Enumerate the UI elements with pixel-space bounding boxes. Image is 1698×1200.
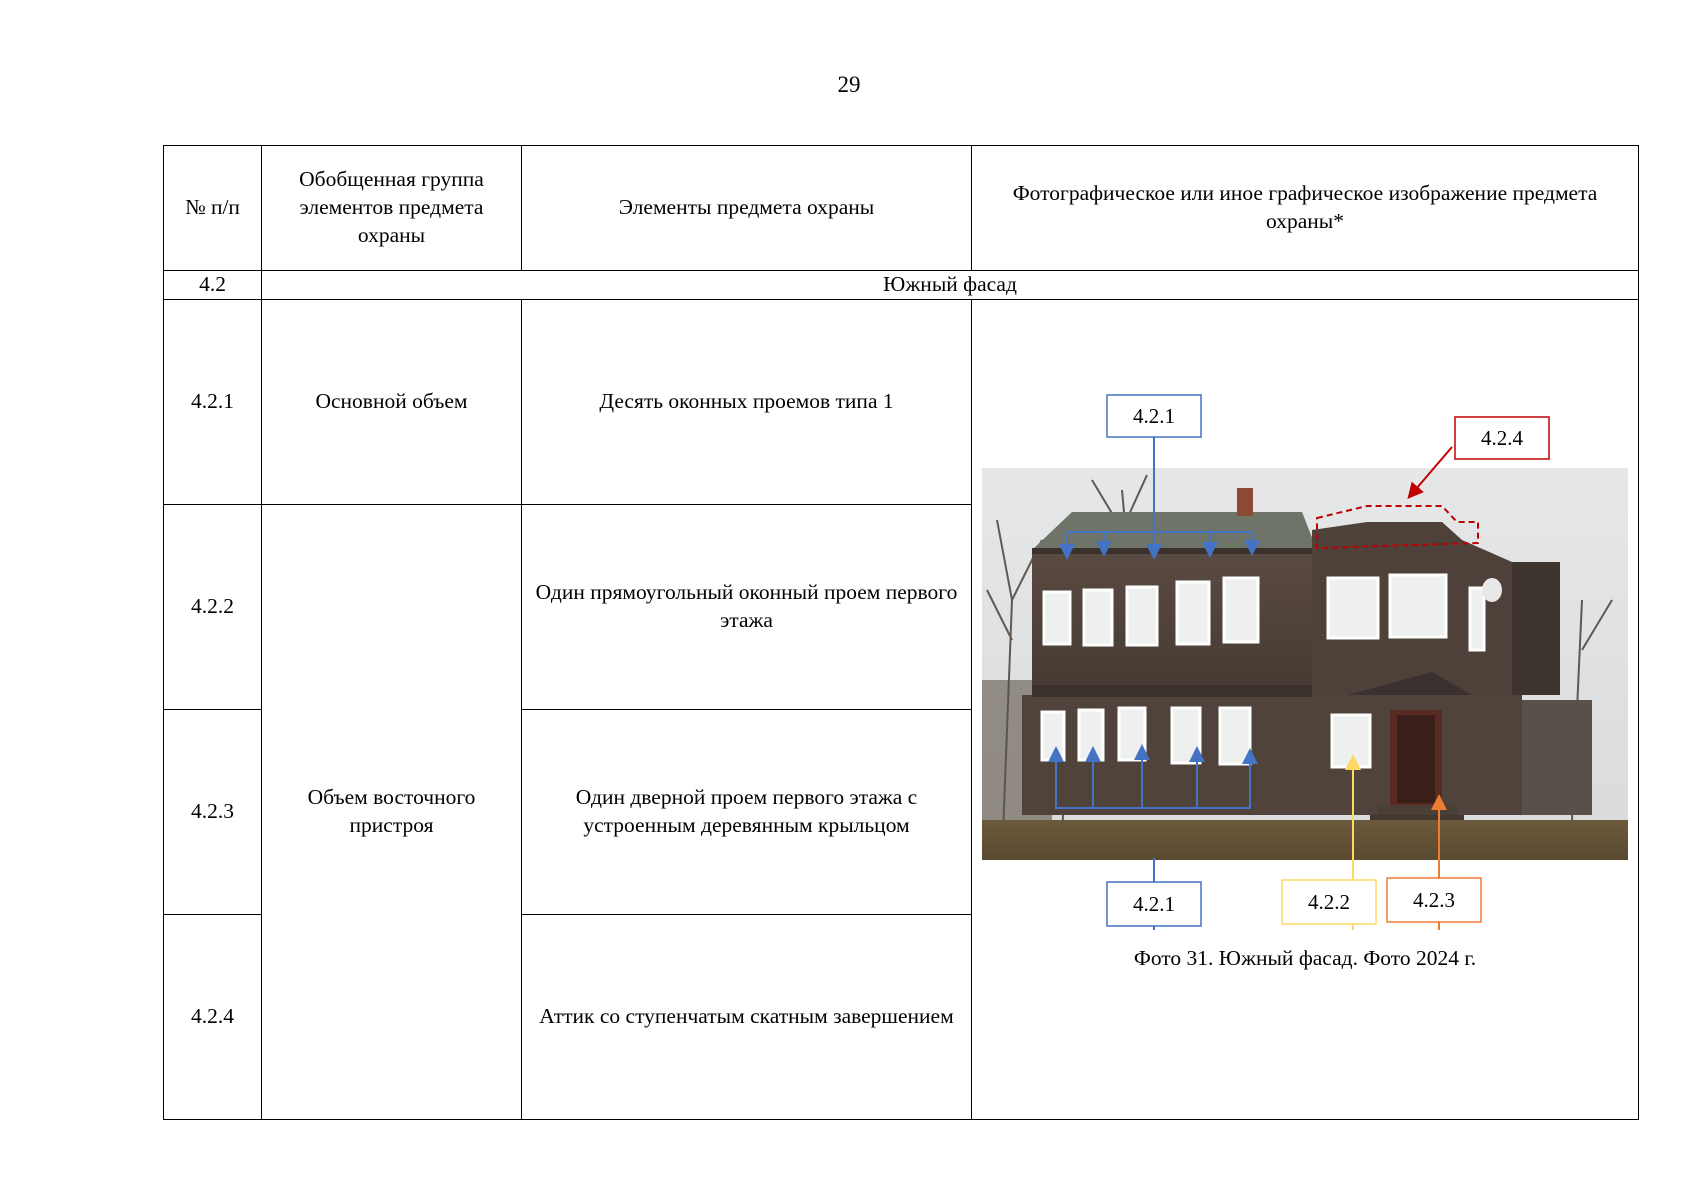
photo-caption: Фото 31. Южный фасад. Фото 2024 г.: [1133, 946, 1477, 970]
section-row: [164, 271, 1639, 300]
header-group: Обобщенная группа элементов предмета охраны: [262, 146, 522, 271]
row-element: Один дверной проем первого этажа с устроенным деревянным крыльцом: [522, 710, 972, 915]
row-element: Один прямоугольный оконный проем первого этажа: [522, 505, 972, 710]
row-num: 4.2.2: [164, 505, 262, 710]
callout-top-attic: 4.2.4: [1481, 426, 1523, 450]
section-title: Южный фасад: [262, 271, 1639, 300]
annotated-photo: [972, 300, 1638, 1119]
header-elements: Элементы предмета охраны: [522, 146, 972, 271]
row-group: Объем восточного пристроя: [262, 505, 522, 1120]
row-element: Десять оконных проемов типа 1: [522, 300, 972, 505]
table-header-row: [164, 146, 1639, 271]
photo-cell: [972, 300, 1639, 1120]
building-photo: [982, 468, 1628, 860]
page-number: 29: [837, 72, 861, 97]
section-num: 4.2: [164, 271, 262, 300]
callout-bottom-window: 4.2.2: [1308, 890, 1350, 914]
row-num: 4.2.1: [164, 300, 262, 505]
row-element: Аттик со ступенчатым скатным завершением: [522, 915, 972, 1120]
header-image: Фотографическое или иное графическое изображение предмета охраны*: [972, 146, 1639, 271]
header-num: № п/п: [164, 146, 262, 271]
table-row: [164, 300, 1639, 505]
row-group: Основной объем: [262, 300, 522, 505]
callout-bottom-door: 4.2.3: [1413, 888, 1455, 912]
row-num: 4.2.4: [164, 915, 262, 1120]
callout-top-main: 4.2.1: [1133, 404, 1175, 428]
protection-elements-table: [163, 145, 1638, 1080]
callout-bottom-main: 4.2.1: [1133, 892, 1175, 916]
row-num: 4.2.3: [164, 710, 262, 915]
